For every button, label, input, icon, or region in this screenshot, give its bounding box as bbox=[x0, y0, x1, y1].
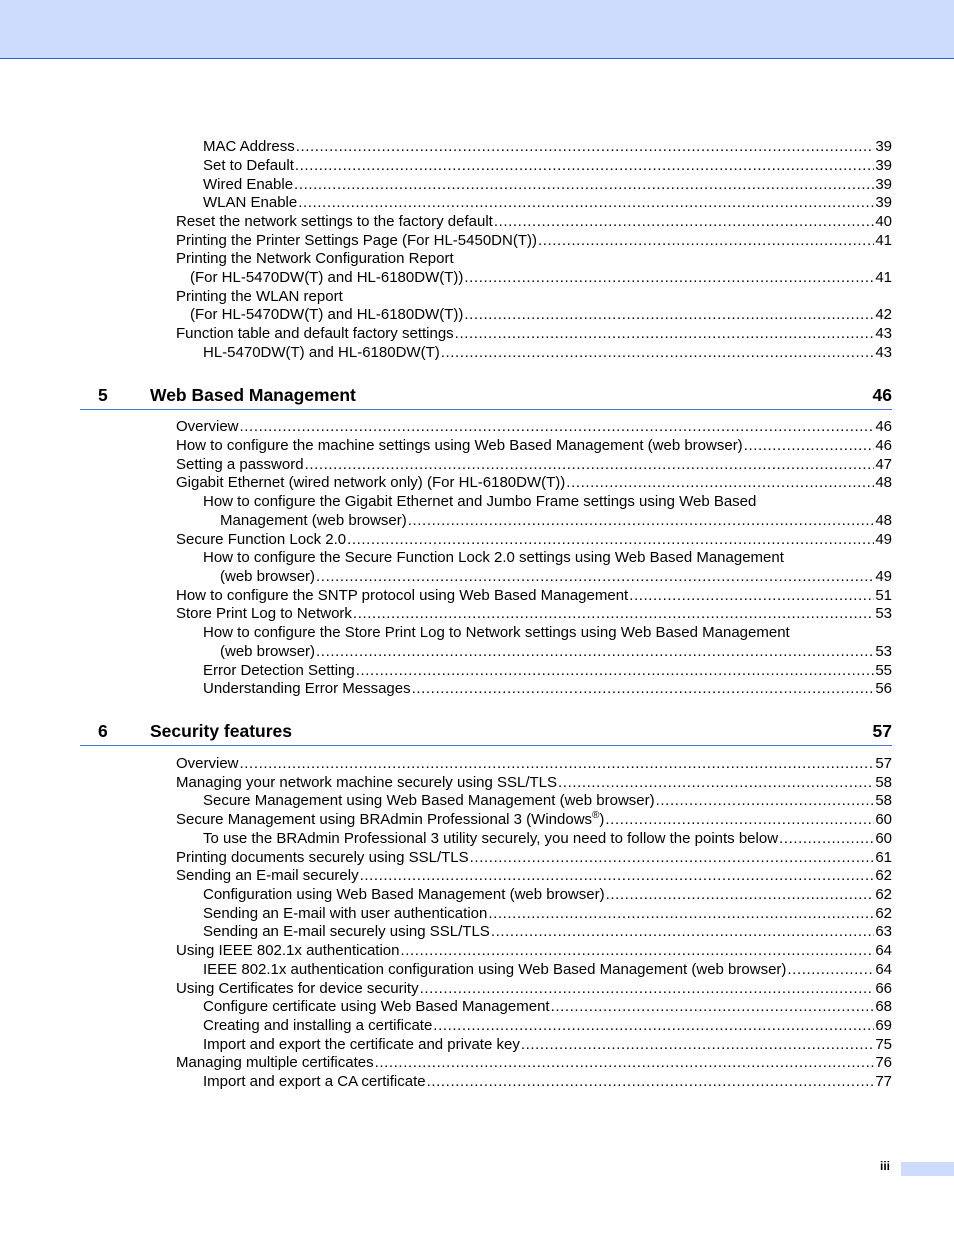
toc-entry[interactable]: Understanding Error Messages ..... 56 bbox=[203, 680, 892, 698]
chapter-title: Web Based Management bbox=[150, 385, 356, 405]
toc-entry[interactable]: Overview ..... 46 bbox=[176, 418, 892, 436]
toc-entry-heading[interactable]: How to configure the Secure Function Lock 2.0 settings using Web Based Management bbox=[203, 549, 784, 566]
toc-entry[interactable]: Sending an E-mail securely ..... 62 bbox=[176, 867, 892, 885]
registered-mark: ® bbox=[592, 810, 600, 821]
toc-entry[interactable]: (For HL-5470DW(T) and HL-6180DW(T)) ..... 41 bbox=[190, 269, 892, 287]
toc-entry[interactable]: Secure Management using BRAdmin Professional 3 (Windows®) ..... 60 bbox=[176, 811, 892, 829]
toc-entry[interactable]: To use the BRAdmin Professional 3 utility securely, you need to follow the points below ..... 60 bbox=[203, 830, 892, 848]
toc-entry[interactable]: Creating and installing a certificate ..... 69 bbox=[203, 1017, 892, 1035]
toc-entry[interactable]: How to configure the machine settings using Web Based Management (web browser) ..... 46 bbox=[176, 437, 892, 455]
toc-entry-heading[interactable]: Printing the Network Configuration Report bbox=[176, 250, 454, 267]
chapter-title: Security features bbox=[150, 721, 293, 741]
toc-entry-heading[interactable]: How to configure the Store Print Log to Network settings using Web Based Management bbox=[203, 624, 790, 641]
toc-entry[interactable]: Store Print Log to Network ..... 53 bbox=[176, 605, 892, 623]
toc-entry-heading[interactable]: How to configure the Gigabit Ethernet and Jumbo Frame settings using Web Based bbox=[203, 493, 757, 510]
header-band bbox=[0, 0, 954, 59]
chapter-number: 5 bbox=[98, 385, 108, 405]
toc-entry[interactable]: Using IEEE 802.1x authentication ..... 64 bbox=[176, 942, 892, 960]
toc-entry[interactable]: How to configure the SNTP protocol using Web Based Management ..... 51 bbox=[176, 587, 892, 605]
toc-entry[interactable]: Printing documents securely using SSL/TLS ..... 61 bbox=[176, 849, 892, 867]
toc-entry[interactable]: MAC Address ..... 39 bbox=[203, 138, 892, 156]
toc-entry[interactable]: (For HL-5470DW(T) and HL-6180DW(T)) ..... 42 bbox=[190, 306, 892, 324]
toc-entry[interactable]: (web browser) ..... 49 bbox=[220, 568, 892, 586]
toc-entry[interactable]: Managing multiple certificates ..... 76 bbox=[176, 1054, 892, 1072]
toc-entry[interactable]: Sending an E-mail with user authentication ..... 62 bbox=[203, 905, 892, 923]
toc-entry[interactable]: WLAN Enable ..... 39 bbox=[203, 194, 892, 212]
toc-entry[interactable]: IEEE 802.1x authentication configuration using Web Based Management (web browser) ..... 64 bbox=[203, 961, 892, 979]
toc-entry[interactable]: Using Certificates for device security ..... 66 bbox=[176, 980, 892, 998]
chapter-number: 6 bbox=[98, 721, 108, 741]
footer-tab bbox=[901, 1162, 954, 1176]
chapter-page: 57 bbox=[872, 721, 892, 741]
toc-entry[interactable]: Sending an E-mail securely using SSL/TLS ..... 63 bbox=[203, 923, 892, 941]
toc-entry[interactable]: Secure Management using Web Based Management (web browser) ..... 58 bbox=[203, 792, 892, 810]
chapter-page: 46 bbox=[872, 385, 892, 405]
toc-entry[interactable]: Overview ..... 57 bbox=[176, 755, 892, 773]
toc-entry[interactable]: Set to Default ..... 39 bbox=[203, 157, 892, 175]
toc-entry[interactable]: Import and export the certificate and private key ..... 75 bbox=[203, 1036, 892, 1054]
toc-entry[interactable]: Import and export a CA certificate ..... 77 bbox=[203, 1073, 892, 1091]
chapter-heading-5[interactable] bbox=[80, 384, 892, 410]
toc-entry[interactable]: Configure certificate using Web Based Management ..... 68 bbox=[203, 998, 892, 1016]
chapter-heading-6[interactable] bbox=[80, 720, 892, 746]
toc-entry-heading[interactable]: Printing the WLAN report bbox=[176, 288, 343, 305]
toc-entry[interactable]: Error Detection Setting ..... 55 bbox=[203, 662, 892, 680]
toc-entry[interactable]: HL-5470DW(T) and HL-6180DW(T) ..... 43 bbox=[203, 344, 892, 362]
toc-entry[interactable]: Reset the network settings to the factory default ..... 40 bbox=[176, 213, 892, 231]
toc-entry[interactable]: Setting a password ..... 47 bbox=[176, 456, 892, 474]
toc-entry[interactable]: Configuration using Web Based Management (web browser) ..... 62 bbox=[203, 886, 892, 904]
toc-entry[interactable]: Wired Enable ..... 39 bbox=[203, 176, 892, 194]
toc-entry[interactable]: Secure Function Lock 2.0 ..... 49 bbox=[176, 531, 892, 549]
toc-entry[interactable]: (web browser) ..... 53 bbox=[220, 643, 892, 661]
page-number: iii bbox=[880, 1159, 891, 1173]
toc-entry[interactable]: Function table and default factory settings ..... 43 bbox=[176, 325, 892, 343]
toc-entry[interactable]: Gigabit Ethernet (wired network only) (For HL-6180DW(T)) ..... 48 bbox=[176, 474, 892, 492]
toc-entry[interactable]: Managing your network machine securely using SSL/TLS ..... 58 bbox=[176, 774, 892, 792]
toc-entry[interactable]: Printing the Printer Settings Page (For HL-5450DN(T)) ..... 41 bbox=[176, 232, 892, 250]
toc-entry[interactable]: Management (web browser) ..... 48 bbox=[220, 512, 892, 530]
